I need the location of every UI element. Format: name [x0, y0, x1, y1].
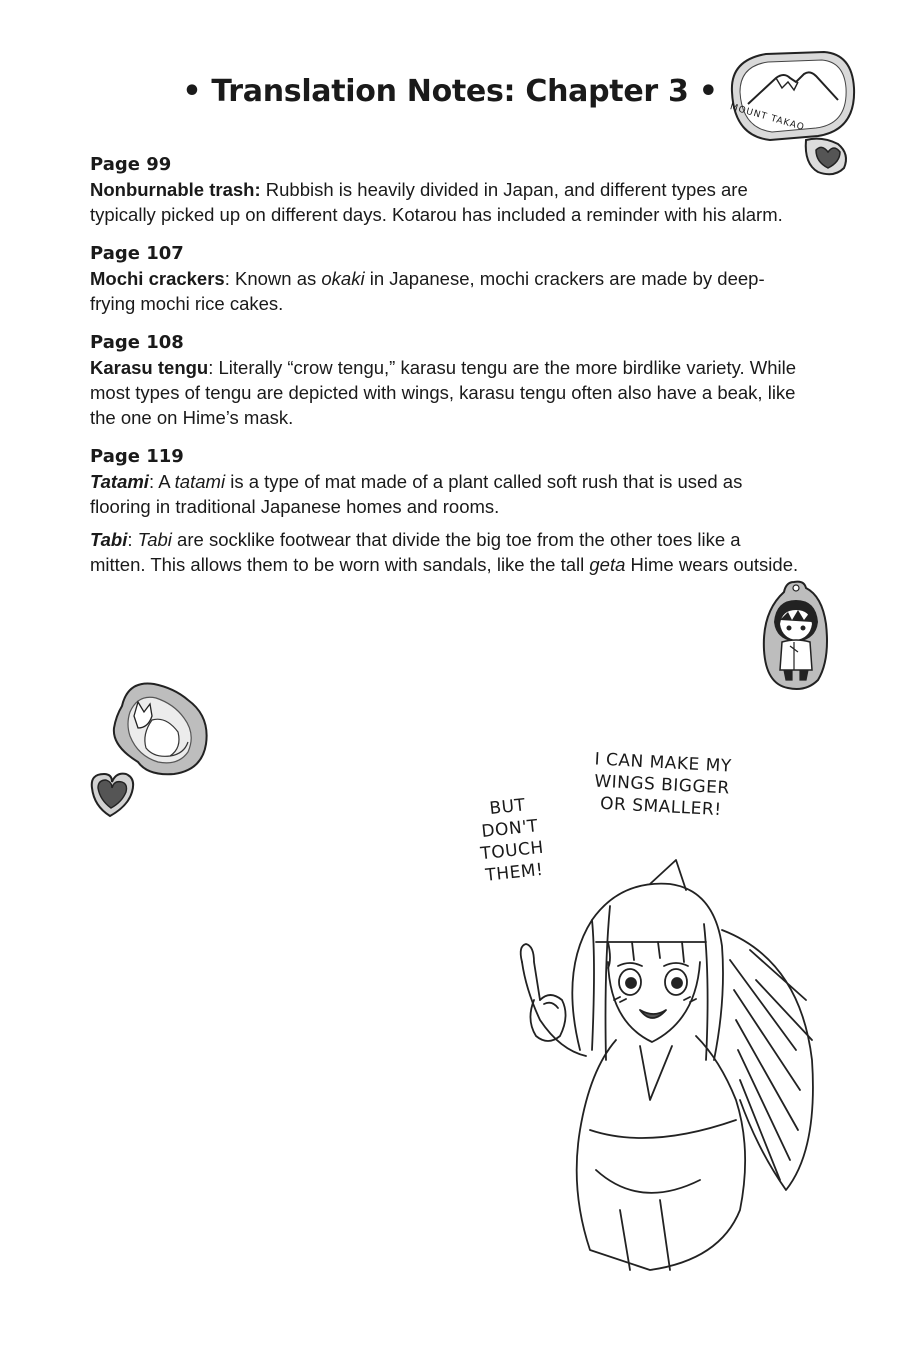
note-term: Tabi — [90, 529, 128, 550]
chibi-keychain-sticker-icon — [758, 580, 832, 692]
wolf-sticker-icon — [108, 676, 212, 780]
note-italic: Tabi — [137, 529, 172, 550]
note-term: Karasu tengu — [90, 357, 209, 378]
note-text: Rubbish is heavily divided in Japan, and different types are typically picked up on different days. Kotarou has included a reminder with his alarm. — [90, 179, 783, 225]
speech-line: TOUCH — [479, 837, 545, 865]
note-italic: okaki — [321, 268, 365, 289]
note-italic: geta — [589, 554, 626, 575]
note-text: are socklike footwear that divide the big toe from the other toes like a mitten. This allows them to be worn with sandals, like the tall — [90, 529, 741, 575]
speech-line: DON'T — [480, 816, 540, 842]
notes-body — [90, 152, 800, 581]
note-entry — [90, 266, 800, 316]
note-entry — [90, 355, 800, 430]
speech-line: BUT — [488, 795, 527, 820]
note-page-heading: Page 107 — [90, 243, 184, 264]
note-text: in Japanese, mochi crackers are made by deep-frying mochi rice cakes. — [90, 268, 765, 314]
speech-line: OR SMALLER! — [599, 793, 723, 821]
note-entry — [90, 177, 800, 227]
note-page-heading: Page 108 — [90, 332, 184, 353]
speech-line: THEM! — [484, 859, 545, 886]
note-text: : A — [148, 471, 175, 492]
note-italic: tatami — [174, 471, 226, 492]
note-text: : Literally “crow tengu,” karasu tengu are the more birdlike variety. While most types of tengu are depicted with wings, karasu tengu often also have a beak, like the one on Hime’s mask. — [90, 357, 797, 428]
page-title: • Translation Notes: Chapter 3 • — [182, 74, 718, 109]
note-entry — [90, 469, 800, 519]
note-page-heading: Page 119 — [90, 446, 184, 467]
heart-sticker-icon — [86, 770, 136, 818]
note-term: Tatami — [90, 471, 149, 492]
note-page-heading: Page 99 — [90, 154, 172, 175]
note-text: Hime wears outside. — [625, 554, 799, 575]
note-term: Nonburnable trash: — [90, 179, 261, 200]
note-entry — [90, 527, 800, 577]
hime-character-illustration — [500, 850, 830, 1290]
speech-line: I CAN MAKE MY — [594, 749, 733, 777]
mount-takao-label: MOUNT TAKAO — [728, 102, 806, 134]
note-text: is a type of mat made of a plant called soft rush that is used as flooring in traditional Japanese homes and rooms. — [90, 471, 743, 517]
speech-right — [580, 748, 743, 822]
note-text: : — [127, 529, 138, 550]
note-term: Mochi crackers — [90, 268, 225, 289]
speech-line: WINGS BIGGER — [593, 771, 731, 799]
note-text: : Known as — [224, 268, 322, 289]
